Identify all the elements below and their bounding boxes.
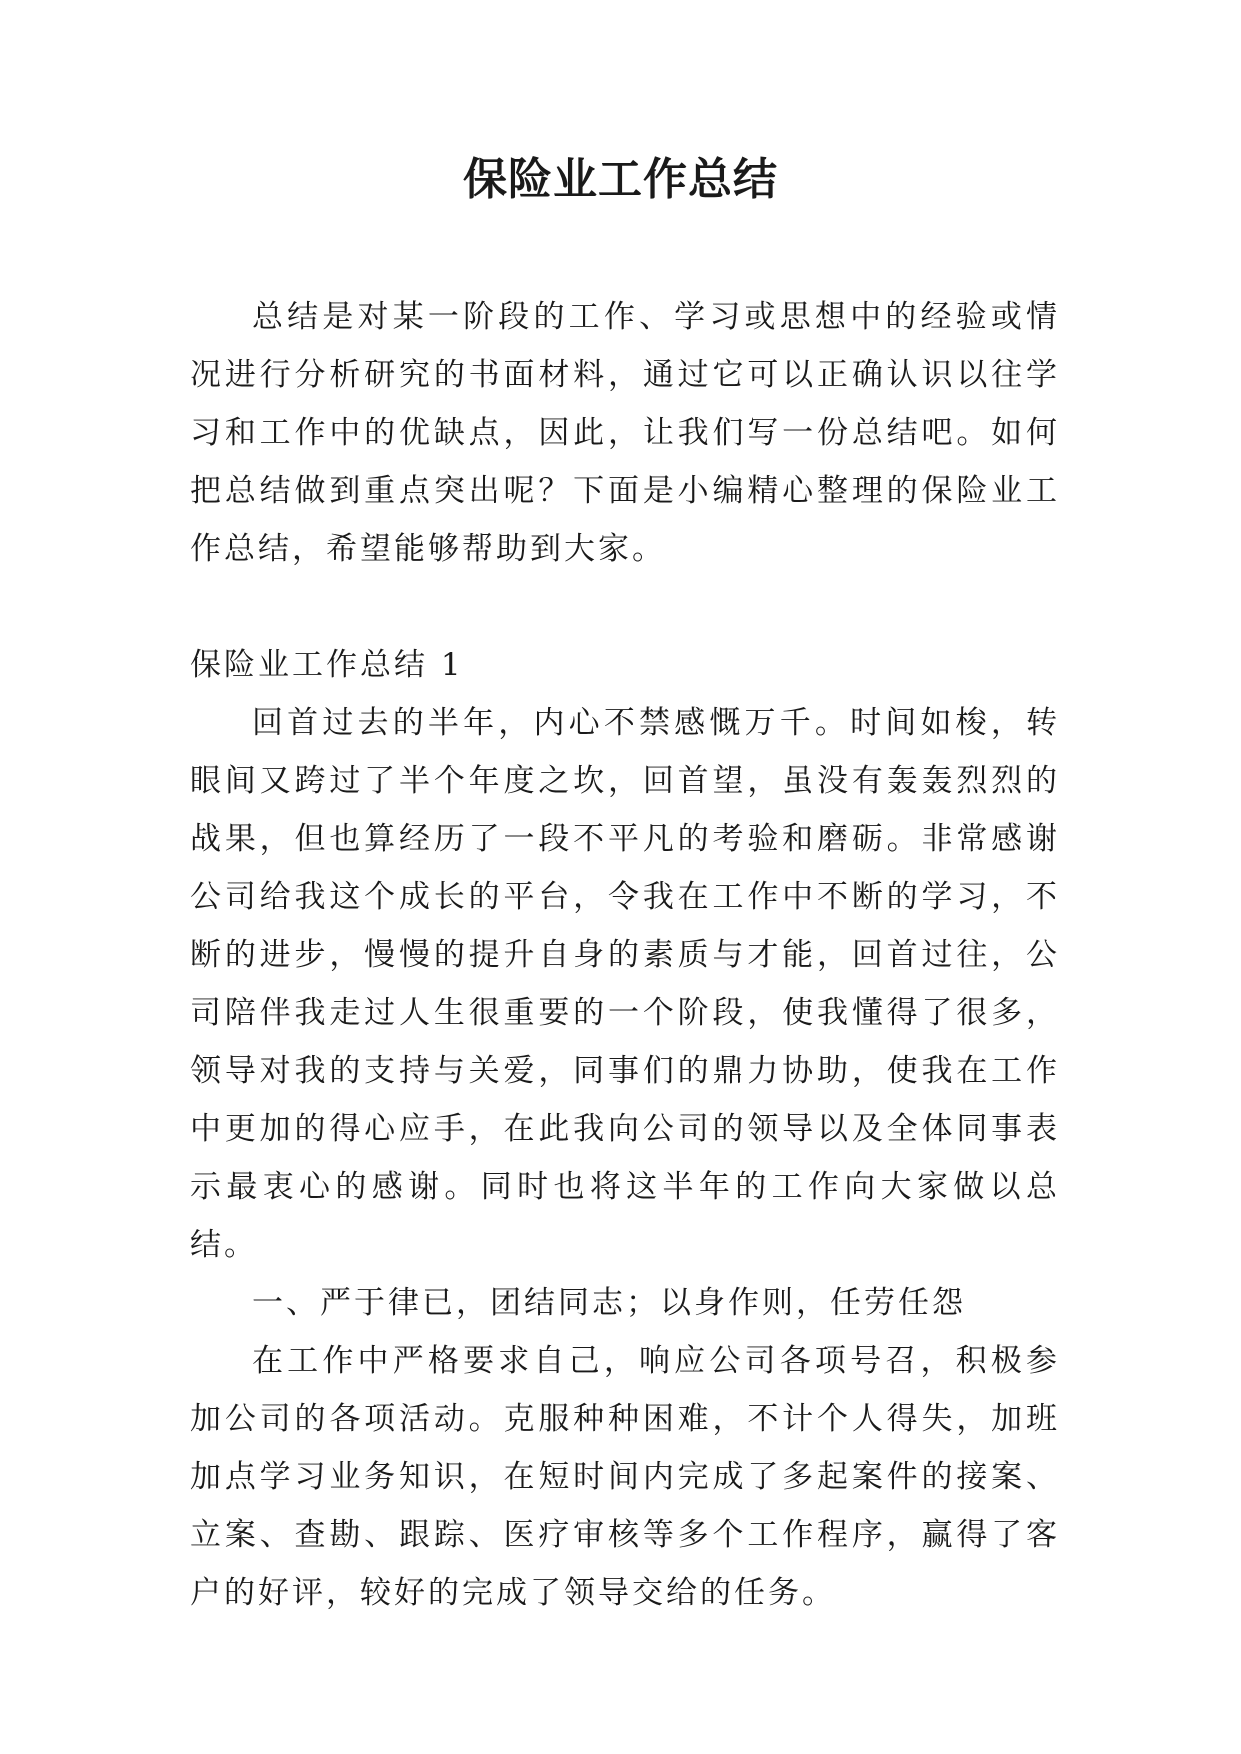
intro-paragraph: 总结是对某一阶段的工作、学习或思想中的经验或情况进行分析研究的书面材料，通过它可以正确认识以往学习和工作中的优缺点，因此，让我们写一份总结吧。如何把总结做到重点突出呢？下面是小编精心整理的保险业工作总结，希望能够帮助到大家。 [190,299,1060,567]
section-heading: 保险业工作总结 1 [190,647,464,683]
body-paragraph-1: 回首过去的半年，内心不禁感慨万千。时间如梭，转眼间又跨过了半个年度之坎，回首望，虽没有轰轰烈烈的战果，但也算经历了一段不平凡的考验和磨砺。非常感谢公司给我这个成长的平台，令我在工作中不断的学习，不断的进步，慢慢的提升自身的素质与才能，回首过往，公司陪伴我走过人生很重要的一个阶段，使我懂得了很多，领导对我的支持与关爱，同事们的鼎力协助，使我在工作中更加的得心应手，在此我向公司的领导以及全体同事表示最衷心的感谢。同时也将这半年的工作向大家做以总结。 [190,705,1060,1263]
subheading-1: 一、严于律已，团结同志；以身作则，任劳任怨 [252,1285,966,1321]
document-title: 保险业工作总结 [463,154,778,205]
document-body [190,288,1060,1622]
paragraph-spacer [190,578,1060,636]
body-paragraph-2: 在工作中严格要求自己，响应公司各项号召，积极参加公司的各项活动。克服种种困难，不计个人得失，加班加点学习业务知识，在短时间内完成了多起案件的接案、立案、查勘、跟踪、医疗审核等多个工作程序，赢得了客户的好评，较好的完成了领导交给的任务。 [190,1343,1060,1611]
